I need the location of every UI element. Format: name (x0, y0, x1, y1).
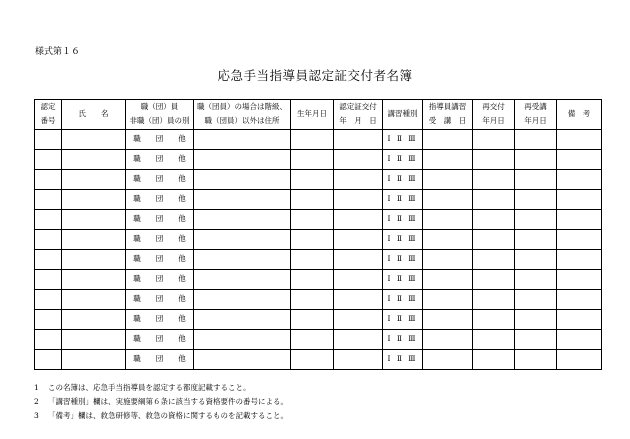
entry-cell[interactable] (194, 329, 291, 349)
entry-cell[interactable] (515, 349, 557, 369)
entry-cell[interactable] (62, 309, 126, 329)
column-header-line: 年月日 (482, 116, 505, 126)
entry-cell[interactable] (194, 269, 291, 289)
entry-cell[interactable] (473, 129, 515, 149)
column-header (35, 100, 62, 130)
entry-cell[interactable] (35, 229, 62, 249)
entry-cell[interactable] (473, 289, 515, 309)
entry-cell[interactable] (515, 209, 557, 229)
document-title: 応急手当指導員認定証交付者名簿 (217, 68, 413, 83)
entry-cell[interactable] (62, 189, 126, 209)
entry-cell[interactable] (291, 149, 334, 169)
entry-cell[interactable] (515, 169, 557, 189)
entry-cell[interactable] (194, 229, 291, 249)
entry-cell[interactable] (557, 229, 602, 249)
entry-cell[interactable] (35, 209, 62, 229)
staff-type-cell[interactable]: 職 団 他 (126, 349, 194, 369)
column-header (557, 100, 602, 130)
note-item (34, 409, 288, 423)
column-header-line: 指導員講習 (428, 102, 467, 111)
table-row (35, 149, 602, 169)
entry-cell[interactable] (473, 229, 515, 249)
entry-cell[interactable] (515, 269, 557, 289)
column-header-line: 職（団員）の場合は階級、 (197, 102, 287, 111)
entry-cell[interactable] (291, 249, 334, 269)
entry-cell[interactable] (423, 309, 473, 329)
note-text: 「講習種別」欄は、実施要綱第６条に該当する資格要件の番号による。 (48, 397, 288, 406)
entry-cell[interactable] (194, 149, 291, 169)
entry-cell[interactable] (557, 249, 602, 269)
entry-cell[interactable] (291, 209, 334, 229)
entry-cell[interactable] (62, 209, 126, 229)
entry-cell[interactable] (515, 229, 557, 249)
staff-type-cell[interactable]: 職 団 他 (126, 149, 194, 169)
entry-cell[interactable] (515, 309, 557, 329)
entry-cell[interactable] (62, 289, 126, 309)
course-type-cell[interactable]: Ⅰ Ⅱ Ⅲ (383, 209, 423, 229)
column-header-line: 再交付 (482, 102, 505, 111)
staff-type-cell[interactable]: 職 団 他 (126, 129, 194, 149)
entry-cell[interactable] (473, 189, 515, 209)
entry-cell[interactable] (62, 129, 126, 149)
entry-cell[interactable] (35, 129, 62, 149)
column-header-line: 受 講 日 (428, 116, 467, 126)
entry-cell[interactable] (291, 169, 334, 189)
column-header (515, 100, 557, 130)
entry-cell[interactable] (291, 349, 334, 369)
entry-cell[interactable] (557, 269, 602, 289)
entry-cell[interactable] (557, 169, 602, 189)
entry-cell[interactable] (515, 149, 557, 169)
entry-cell[interactable] (35, 309, 62, 329)
column-header-line: 認定 (40, 102, 56, 111)
table-row (35, 289, 602, 309)
course-type-cell[interactable]: Ⅰ Ⅱ Ⅲ (383, 149, 423, 169)
entry-cell[interactable] (423, 129, 473, 149)
entry-cell[interactable] (62, 169, 126, 189)
entry-cell[interactable] (62, 149, 126, 169)
entry-cell[interactable] (334, 269, 383, 289)
entry-cell[interactable] (62, 329, 126, 349)
entry-cell[interactable] (515, 249, 557, 269)
column-header-line: 非職（団）員の別 (129, 116, 190, 126)
column-header-line: 再受講 (524, 102, 547, 111)
notes (34, 381, 288, 423)
table-row (35, 189, 602, 209)
entry-cell[interactable] (35, 289, 62, 309)
entry-cell[interactable] (423, 289, 473, 309)
column-header-line: 備 考 (567, 109, 591, 119)
column-header (334, 100, 383, 130)
staff-type-cell[interactable]: 職 団 他 (126, 269, 194, 289)
entry-cell[interactable] (334, 169, 383, 189)
entry-cell[interactable] (423, 149, 473, 169)
entry-cell[interactable] (423, 229, 473, 249)
registry-table (34, 99, 602, 370)
entry-cell[interactable] (194, 209, 291, 229)
column-header-line: 職（団）員 (140, 102, 179, 111)
course-type-cell[interactable]: Ⅰ Ⅱ Ⅲ (383, 309, 423, 329)
entry-cell[interactable] (473, 329, 515, 349)
entry-cell[interactable] (62, 269, 126, 289)
note-number: 2 (34, 397, 39, 406)
entry-cell[interactable] (423, 189, 473, 209)
table-row (35, 269, 602, 289)
note-text: 「備考」欄は、救急研修等、救急の資格に関するものを記載すること。 (48, 411, 288, 420)
column-header (126, 100, 194, 130)
entry-cell[interactable] (291, 189, 334, 209)
entry-cell[interactable] (35, 349, 62, 369)
course-type-cell[interactable]: Ⅰ Ⅱ Ⅲ (383, 329, 423, 349)
entry-cell[interactable] (423, 209, 473, 229)
column-header (291, 100, 334, 130)
entry-cell[interactable] (515, 189, 557, 209)
column-header (473, 100, 515, 130)
entry-cell[interactable] (557, 149, 602, 169)
staff-type-cell[interactable]: 職 団 他 (126, 229, 194, 249)
note-item (34, 395, 288, 409)
entry-cell[interactable] (35, 249, 62, 269)
entry-cell[interactable] (291, 309, 334, 329)
staff-type-cell[interactable]: 職 団 他 (126, 289, 194, 309)
course-type-cell[interactable]: Ⅰ Ⅱ Ⅲ (383, 229, 423, 249)
entry-cell[interactable] (291, 129, 334, 149)
entry-cell[interactable] (557, 129, 602, 149)
column-header (62, 100, 126, 130)
entry-cell[interactable] (35, 149, 62, 169)
note-text: この名簿は、応急手当指導員を認定する都度記載すること。 (48, 383, 251, 392)
entry-cell[interactable] (334, 229, 383, 249)
entry-cell[interactable] (423, 269, 473, 289)
note-item (34, 381, 288, 395)
column-header-line: 年 月 日 (339, 116, 377, 126)
entry-cell[interactable] (334, 209, 383, 229)
table-row (35, 169, 602, 189)
column-header-line: 氏 名 (78, 109, 109, 119)
entry-cell[interactable] (291, 269, 334, 289)
entry-cell[interactable] (194, 169, 291, 189)
entry-cell[interactable] (423, 329, 473, 349)
table-row (35, 249, 602, 269)
entry-cell[interactable] (515, 289, 557, 309)
entry-cell[interactable] (473, 349, 515, 369)
entry-cell[interactable] (194, 249, 291, 269)
entry-cell[interactable] (334, 189, 383, 209)
table-row (35, 229, 602, 249)
entry-cell[interactable] (194, 349, 291, 369)
column-header-line: 講習種別 (387, 109, 418, 119)
staff-type-cell[interactable]: 職 団 他 (126, 209, 194, 229)
table-row (35, 329, 602, 349)
table-row (35, 129, 602, 149)
entry-cell[interactable] (62, 229, 126, 249)
course-type-cell[interactable]: Ⅰ Ⅱ Ⅲ (383, 349, 423, 369)
entry-cell[interactable] (423, 249, 473, 269)
column-header-line: 認定証交付 (339, 102, 377, 111)
header-row (35, 100, 602, 130)
column-header-line: 生年月日 (297, 109, 327, 119)
entry-cell[interactable] (194, 309, 291, 329)
table-row (35, 349, 602, 369)
entry-cell[interactable] (35, 189, 62, 209)
entry-cell[interactable] (194, 129, 291, 149)
form-number: 様式第１６ (35, 47, 81, 57)
entry-cell[interactable] (334, 289, 383, 309)
entry-cell[interactable] (35, 169, 62, 189)
entry-cell[interactable] (334, 309, 383, 329)
entry-cell[interactable] (194, 289, 291, 309)
entry-cell[interactable] (423, 349, 473, 369)
entry-cell[interactable] (557, 189, 602, 209)
staff-type-cell[interactable]: 職 団 他 (126, 309, 194, 329)
table-row (35, 209, 602, 229)
entry-cell[interactable] (35, 269, 62, 289)
entry-cell[interactable] (334, 149, 383, 169)
entry-cell[interactable] (473, 209, 515, 229)
entry-cell[interactable] (515, 329, 557, 349)
column-header-line: 番号 (40, 116, 56, 126)
entry-cell[interactable] (557, 329, 602, 349)
column-header (383, 100, 423, 130)
entry-cell[interactable] (35, 329, 62, 349)
staff-type-cell[interactable]: 職 団 他 (126, 169, 194, 189)
column-header-line: 職（団員）以外は住所 (204, 116, 280, 126)
entry-cell[interactable] (62, 349, 126, 369)
entry-cell[interactable] (423, 169, 473, 189)
entry-cell[interactable] (557, 309, 602, 329)
note-number: 1 (34, 383, 39, 392)
entry-cell[interactable] (194, 189, 291, 209)
column-header (194, 100, 291, 130)
table-body (35, 129, 602, 369)
entry-cell[interactable] (334, 329, 383, 349)
entry-cell[interactable] (291, 229, 334, 249)
entry-cell[interactable] (473, 309, 515, 329)
entry-cell[interactable] (557, 289, 602, 309)
entry-cell[interactable] (334, 349, 383, 369)
entry-cell[interactable] (557, 349, 602, 369)
staff-type-cell[interactable]: 職 団 他 (126, 249, 194, 269)
course-type-cell[interactable]: Ⅰ Ⅱ Ⅲ (383, 169, 423, 189)
table-row (35, 309, 602, 329)
column-header-line: 年月日 (524, 116, 547, 126)
entry-cell[interactable] (291, 289, 334, 309)
entry-cell[interactable] (334, 129, 383, 149)
note-number: 3 (34, 411, 39, 420)
staff-type-cell[interactable]: 職 団 他 (126, 329, 194, 349)
entry-cell[interactable] (291, 329, 334, 349)
entry-cell[interactable] (334, 249, 383, 269)
course-type-cell[interactable]: Ⅰ Ⅱ Ⅲ (383, 189, 423, 209)
entry-cell[interactable] (557, 209, 602, 229)
entry-cell[interactable] (473, 269, 515, 289)
course-type-cell[interactable]: Ⅰ Ⅱ Ⅲ (383, 289, 423, 309)
course-type-cell[interactable]: Ⅰ Ⅱ Ⅲ (383, 269, 423, 289)
entry-cell[interactable] (473, 249, 515, 269)
entry-cell[interactable] (473, 169, 515, 189)
entry-cell[interactable] (62, 249, 126, 269)
entry-cell[interactable] (473, 149, 515, 169)
entry-cell[interactable] (515, 129, 557, 149)
column-header (423, 100, 473, 130)
course-type-cell[interactable]: Ⅰ Ⅱ Ⅲ (383, 129, 423, 149)
course-type-cell[interactable]: Ⅰ Ⅱ Ⅲ (383, 249, 423, 269)
staff-type-cell[interactable]: 職 団 他 (126, 189, 194, 209)
